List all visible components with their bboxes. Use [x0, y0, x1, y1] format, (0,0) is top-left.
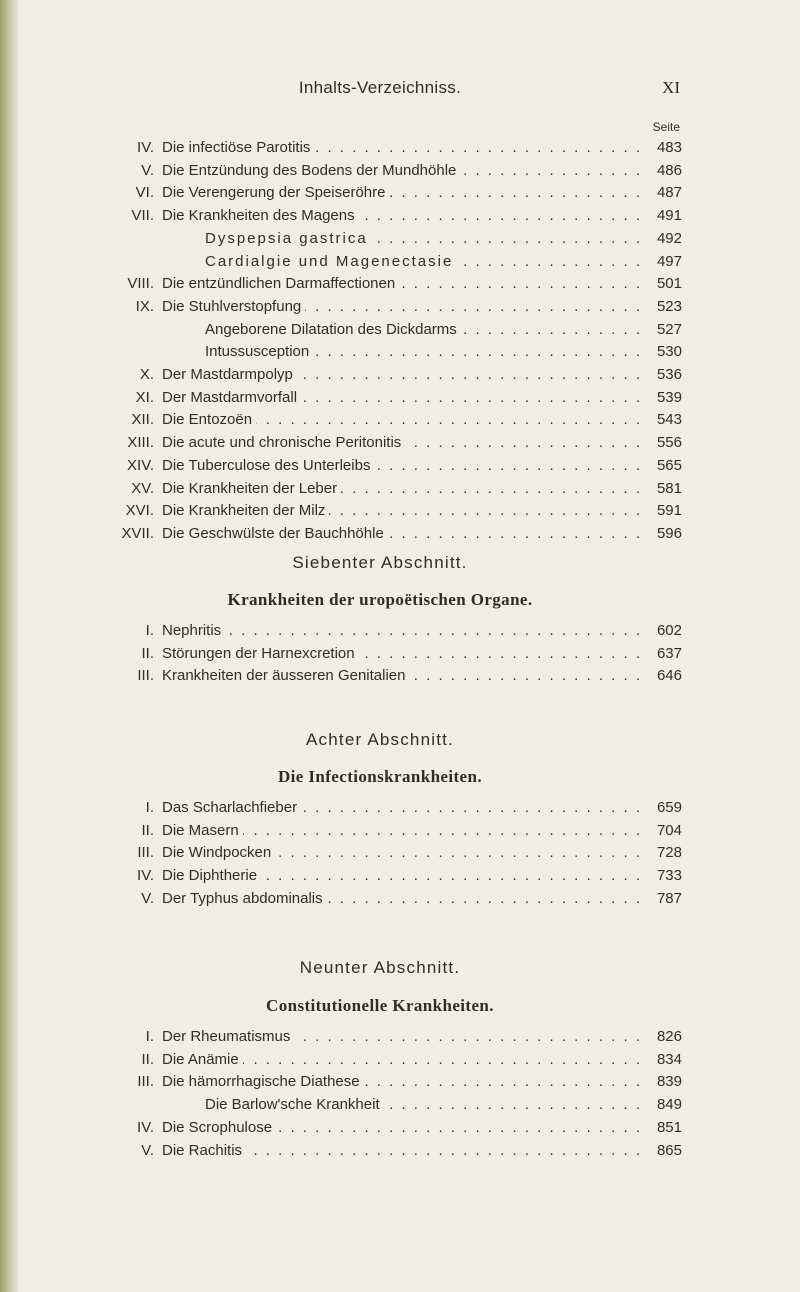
entry-title: Die infectiöse Parotitis [162, 139, 314, 156]
entry-page-number: 565 [656, 456, 682, 474]
entry-leader [162, 387, 642, 409]
entry-leader [162, 1117, 642, 1139]
entry-title: Die Stuhlverstopfung [162, 298, 305, 315]
entry-title: Die hämorrhagische Diathese [162, 1073, 364, 1090]
toc-entry [0, 665, 800, 687]
entry-leader [162, 1026, 642, 1048]
entry-leader [162, 842, 642, 864]
toc-entry [0, 1026, 800, 1048]
entry-title: Die entzündlichen Darmaffectionen [162, 275, 399, 292]
toc-entry [0, 341, 800, 363]
entry-title: Die Krankheiten des Magens [162, 207, 359, 224]
entry-page-number: 646 [656, 667, 682, 685]
entry-page-number: 556 [656, 434, 682, 452]
section-subheading: Die Infectionskrankheiten. [277, 767, 482, 786]
toc-entry [0, 842, 800, 864]
toc-entry [0, 409, 800, 431]
entry-page-number: 839 [656, 1073, 682, 1091]
entry-title: Der Rheumatismus [162, 1028, 294, 1045]
entry-number: XVII. [121, 524, 154, 542]
entry-number: I. [145, 799, 154, 816]
entry-leader [162, 160, 642, 182]
entry-leader [205, 341, 642, 363]
entry-leader [162, 500, 642, 522]
entry-leader [162, 478, 642, 500]
entry-page-number: 491 [656, 207, 682, 225]
page-column-label: Seite [652, 120, 680, 134]
entry-page-number: 787 [656, 889, 682, 907]
entry-title: Das Scharlachfieber [162, 799, 301, 816]
entry-title: Dyspepsia gastrica [205, 230, 372, 247]
entry-page-number: 637 [656, 644, 682, 662]
entry-leader [162, 273, 642, 295]
entry-leader [162, 1071, 642, 1093]
entry-number: VIII. [127, 275, 154, 293]
entry-leader [162, 296, 642, 318]
entry-title: Intussusception [205, 343, 313, 360]
entry-number: X. [139, 366, 154, 383]
entry-leader [205, 319, 642, 341]
toc-entry [0, 319, 800, 341]
entry-leader [205, 228, 642, 250]
entry-page-number: 851 [656, 1118, 682, 1136]
section-heading: Achter Abschnitt. [306, 730, 454, 749]
entry-leader [162, 620, 642, 642]
toc-entry [0, 1094, 800, 1116]
entry-title: Die Krankheiten der Leber [162, 480, 341, 497]
entry-page-number: 492 [656, 229, 682, 247]
entry-page-number: 501 [656, 275, 682, 293]
entry-number: XVI. [125, 502, 154, 520]
entry-title: Die Tuberculose des Unterleibs [162, 457, 374, 474]
entry-number: IX. [135, 297, 154, 315]
entry-title: Störungen der Harnexcretion [162, 645, 359, 662]
toc-entry [0, 620, 800, 642]
entry-title: Die Geschwülste der Bauchhöhle [162, 525, 388, 542]
entry-title: Die Diphtherie [162, 867, 261, 884]
entry-page-number: 849 [656, 1096, 682, 1114]
toc-entry [0, 1117, 800, 1139]
entry-number: XI. [135, 388, 154, 406]
toc-entry [0, 1071, 800, 1093]
entry-title: Nephritis [162, 622, 225, 639]
entry-number: XIV. [127, 456, 154, 474]
entry-page-number: 733 [656, 867, 682, 885]
section-subheading: Constitutionelle Krankheiten. [266, 996, 494, 1015]
entry-leader [205, 1094, 642, 1116]
entry-title: Die Anämie [162, 1051, 243, 1068]
entry-leader [162, 820, 642, 842]
entry-title: Die Entozoën [162, 411, 256, 428]
toc-entry [0, 205, 800, 227]
toc-entry [0, 478, 800, 500]
section-heading: Neunter Abschnitt. [299, 958, 461, 977]
toc-entry [0, 820, 800, 842]
entry-page-number: 826 [656, 1028, 682, 1045]
entry-number: V. [141, 1141, 154, 1159]
toc-entry [0, 432, 800, 454]
entry-leader [162, 523, 642, 545]
entry-number: VI. [135, 184, 154, 202]
entry-number: III. [137, 1073, 154, 1091]
entry-number: XIII. [127, 434, 154, 452]
entry-leader [162, 182, 642, 204]
entry-number: III. [137, 667, 154, 685]
entry-page-number: 539 [656, 388, 682, 406]
entry-leader [162, 205, 642, 227]
running-header [80, 78, 680, 104]
entry-number: IV. [137, 867, 154, 885]
toc-entry [0, 865, 800, 887]
entry-page-number: 596 [656, 524, 682, 542]
entry-page-number: 704 [656, 821, 682, 839]
entry-title: Der Mastdarmpolyp [162, 366, 297, 383]
entry-page-number: 728 [656, 844, 682, 862]
entry-page-number: 543 [656, 411, 682, 429]
entry-number: V. [141, 889, 154, 907]
section-heading: Siebenter Abschnitt. [292, 553, 468, 572]
entry-leader [162, 137, 642, 159]
entry-number: I. [145, 622, 154, 639]
entry-page-number: 487 [656, 184, 682, 202]
entry-leader [162, 1049, 642, 1071]
toc-entry [0, 137, 800, 159]
entry-page-number: 530 [656, 343, 682, 361]
entry-title: Die Windpocken [162, 844, 275, 861]
toc-entry [0, 500, 800, 522]
entry-title: Die Barlow'sche Krankheit [205, 1096, 384, 1113]
entry-leader [162, 665, 642, 687]
entry-number: V. [141, 161, 154, 179]
toc-entry [0, 296, 800, 318]
entry-number: II. [141, 821, 154, 839]
header-title: Inhalts-Verzeichniss. [298, 78, 462, 97]
header-page-number: XI [662, 78, 680, 97]
toc-entry [0, 797, 800, 819]
entry-title: Angeborene Dilatation des Dickdarms [205, 321, 461, 338]
entry-leader [162, 797, 642, 819]
toc-entry [0, 182, 800, 204]
toc-entry [0, 160, 800, 182]
entry-page-number: 659 [656, 799, 682, 816]
toc-entry [0, 643, 800, 665]
entry-title: Die Rachitis [162, 1142, 246, 1159]
entry-page-number: 865 [656, 1141, 682, 1159]
toc-entry [0, 387, 800, 409]
entry-number: II. [141, 644, 154, 662]
entry-leader [162, 865, 642, 887]
entry-page-number: 486 [656, 161, 682, 179]
entry-page-number: 483 [656, 139, 682, 156]
entry-leader [162, 1140, 642, 1162]
entry-number: IV. [137, 1118, 154, 1136]
toc-entry [0, 455, 800, 477]
toc-entry [0, 1049, 800, 1071]
section-subheading: Krankheiten der uropoëtischen Organe. [227, 590, 533, 609]
entry-title: Krankheiten der äusseren Genitalien [162, 667, 410, 684]
entry-number: IV. [137, 139, 154, 156]
entry-leader [205, 251, 642, 273]
entry-page-number: 834 [656, 1050, 682, 1068]
entry-title: Die acute und chronische Peritonitis [162, 434, 405, 451]
toc-entry [0, 1140, 800, 1162]
entry-page-number: 497 [656, 252, 682, 270]
entry-leader [162, 888, 642, 910]
entry-title: Die Masern [162, 822, 243, 839]
toc-entry [0, 273, 800, 295]
entry-leader [162, 409, 642, 431]
entry-page-number: 602 [656, 622, 682, 639]
entry-number: II. [141, 1050, 154, 1068]
toc-entry [0, 228, 800, 250]
entry-page-number: 591 [656, 502, 682, 520]
entry-title: Die Krankheiten der Milz [162, 502, 329, 519]
entry-leader [162, 432, 642, 454]
entry-title: Cardialgie und Magenectasie [205, 253, 457, 270]
entry-number: III. [137, 844, 154, 862]
toc-entry [0, 888, 800, 910]
toc-entry [0, 523, 800, 545]
entry-title: Die Scrophulose [162, 1119, 276, 1136]
toc-entry [0, 364, 800, 386]
entry-leader [162, 364, 642, 386]
entry-number: XII. [131, 411, 154, 429]
entry-title: Die Entzündung des Bodens der Mundhöhle [162, 162, 460, 179]
entry-page-number: 581 [656, 479, 682, 497]
entry-title: Der Typhus abdominalis [162, 890, 327, 907]
entry-title: Der Mastdarmvorfall [162, 389, 301, 406]
entry-title: Die Verengerung der Speiseröhre [162, 184, 389, 201]
entry-page-number: 523 [656, 297, 682, 315]
toc-entry [0, 251, 800, 273]
entry-page-number: 527 [656, 320, 682, 338]
entry-page-number: 536 [656, 366, 682, 383]
entry-number: VII. [131, 207, 154, 225]
entry-number: XV. [131, 479, 154, 497]
entry-number: I. [145, 1028, 154, 1045]
entry-leader [162, 643, 642, 665]
entry-leader [162, 455, 642, 477]
